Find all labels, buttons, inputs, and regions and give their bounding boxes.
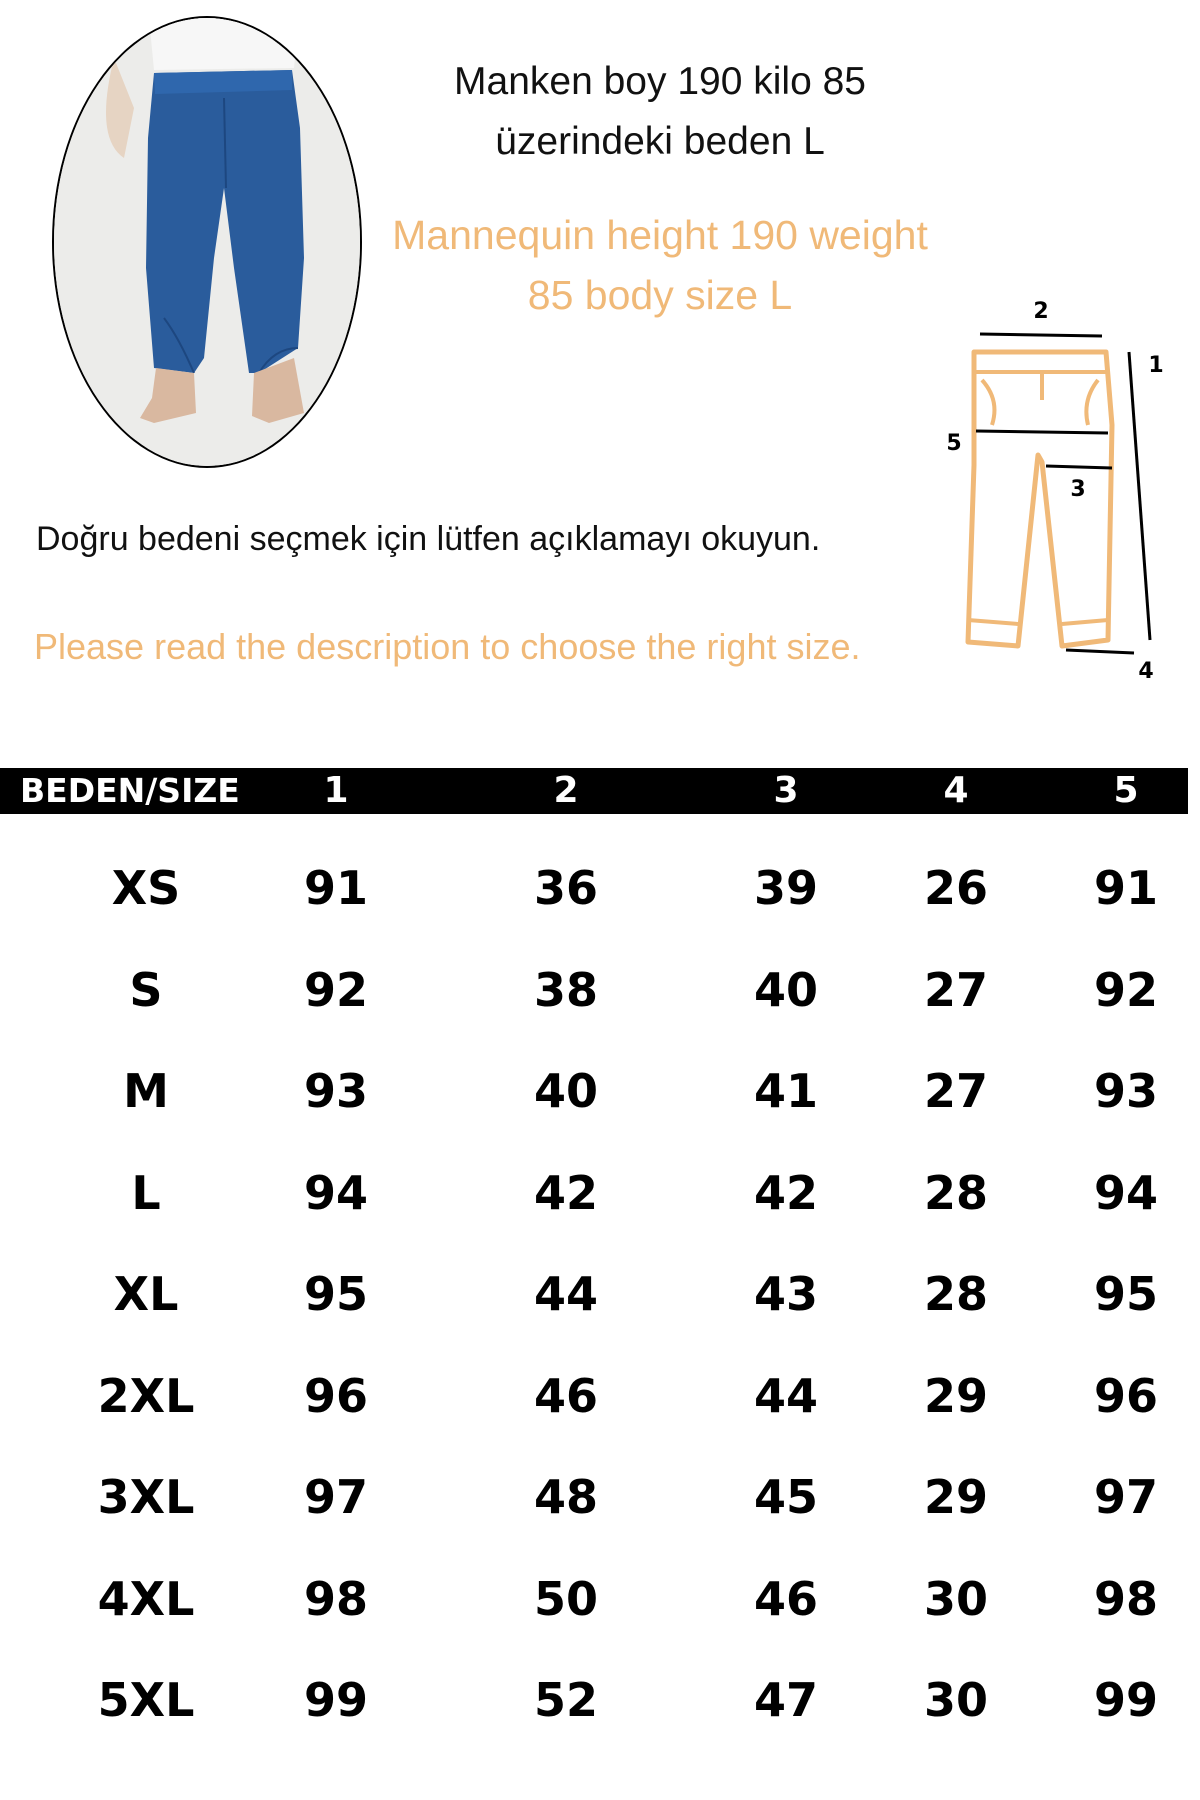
size-label: XS (111, 861, 181, 915)
table-cell: 40 (753, 962, 818, 1017)
model-caption-tr-line2: üzerindeki beden L (495, 120, 825, 163)
size-label: 3XL (97, 1470, 195, 1524)
table-cell: 98 (1093, 1571, 1158, 1626)
table-cell: 38 (533, 962, 598, 1017)
pants-diagram-icon (930, 290, 1170, 690)
table-row (0, 1549, 1200, 1651)
table-cell: 26 (923, 861, 988, 915)
instruction-tr: Doğru bedeni seçmek için lütfen açıklamayı okuyun. (36, 520, 821, 558)
header-col-4: 4 (943, 770, 969, 811)
header-col-5: 5 (1113, 770, 1139, 811)
table-row (0, 1041, 1200, 1143)
table-cell: 96 (303, 1368, 368, 1423)
pants-measurement-diagram (930, 290, 1170, 690)
table-row (0, 1447, 1200, 1549)
table-cell: 27 (923, 962, 988, 1017)
size-label: 4XL (97, 1571, 195, 1626)
table-cell: 96 (1093, 1368, 1158, 1423)
table-cell: 45 (753, 1470, 818, 1524)
instruction-en: Please read the description to choose the right size. (34, 626, 861, 667)
table-cell: 27 (923, 1064, 988, 1118)
model-caption-en-line2: 85 body size L (527, 272, 793, 318)
size-label: L (131, 1165, 161, 1220)
table-cell: 44 (533, 1267, 598, 1321)
header-col-2: 2 (553, 770, 579, 811)
table-cell: 98 (303, 1571, 368, 1626)
model-caption-tr (400, 52, 920, 172)
table-cell: 91 (1093, 861, 1158, 915)
size-label: S (129, 962, 163, 1017)
size-label: 5XL (97, 1673, 195, 1727)
table-cell: 40 (533, 1064, 598, 1118)
table-cell: 52 (533, 1673, 598, 1727)
table-row (0, 1244, 1200, 1346)
table-cell: 46 (753, 1571, 818, 1626)
header-col-1: 1 (323, 770, 349, 811)
table-cell: 97 (303, 1470, 368, 1524)
diagram-label-1: 1 (1148, 353, 1164, 378)
diagram-label-2: 2 (1033, 299, 1049, 324)
table-cell: 41 (753, 1064, 818, 1118)
table-cell: 91 (303, 861, 368, 915)
table-cell: 95 (303, 1267, 368, 1321)
size-table-body (0, 838, 1200, 1752)
table-cell: 97 (1093, 1470, 1158, 1524)
table-row (0, 940, 1200, 1042)
model-pants-illustration (54, 18, 360, 466)
table-row (0, 838, 1200, 940)
table-cell: 95 (1093, 1267, 1158, 1321)
table-cell: 36 (533, 861, 598, 915)
table-cell: 44 (753, 1368, 818, 1423)
size-label: M (123, 1064, 169, 1118)
table-cell: 29 (923, 1368, 988, 1423)
table-cell: 29 (923, 1470, 988, 1524)
diagram-label-4: 4 (1138, 659, 1154, 684)
table-cell: 28 (923, 1267, 988, 1321)
diagram-label-5: 5 (946, 431, 962, 456)
table-cell: 43 (753, 1267, 818, 1321)
table-cell: 92 (303, 962, 368, 1017)
table-cell: 99 (1093, 1673, 1158, 1727)
table-cell: 93 (1093, 1064, 1158, 1118)
table-row (0, 1650, 1200, 1752)
model-caption-en (380, 205, 940, 325)
table-cell: 30 (923, 1571, 988, 1626)
table-cell: 92 (1093, 962, 1158, 1017)
table-row (0, 1346, 1200, 1448)
table-cell: 28 (923, 1165, 988, 1220)
table-cell: 94 (1093, 1165, 1158, 1220)
table-cell: 30 (923, 1673, 988, 1727)
model-caption-tr-line1: Manken boy 190 kilo 85 (454, 60, 866, 103)
table-cell: 93 (303, 1064, 368, 1118)
table-cell: 42 (753, 1165, 818, 1220)
table-cell: 48 (533, 1470, 598, 1524)
size-label: XL (113, 1267, 179, 1321)
header-col-3: 3 (773, 770, 799, 811)
size-label: 2XL (97, 1368, 195, 1423)
table-cell: 47 (753, 1673, 818, 1727)
table-cell: 39 (753, 861, 818, 915)
table-cell: 42 (533, 1165, 598, 1220)
header-size: BEDEN/SIZE (20, 771, 240, 810)
model-photo (52, 16, 362, 468)
table-cell: 94 (303, 1165, 368, 1220)
table-cell: 99 (303, 1673, 368, 1727)
table-cell: 50 (533, 1571, 598, 1626)
diagram-label-3: 3 (1070, 477, 1086, 502)
model-caption-en-line1: Mannequin height 190 weight (392, 212, 928, 258)
size-table-header (0, 768, 1188, 814)
table-row (0, 1143, 1200, 1245)
table-cell: 46 (533, 1368, 598, 1423)
